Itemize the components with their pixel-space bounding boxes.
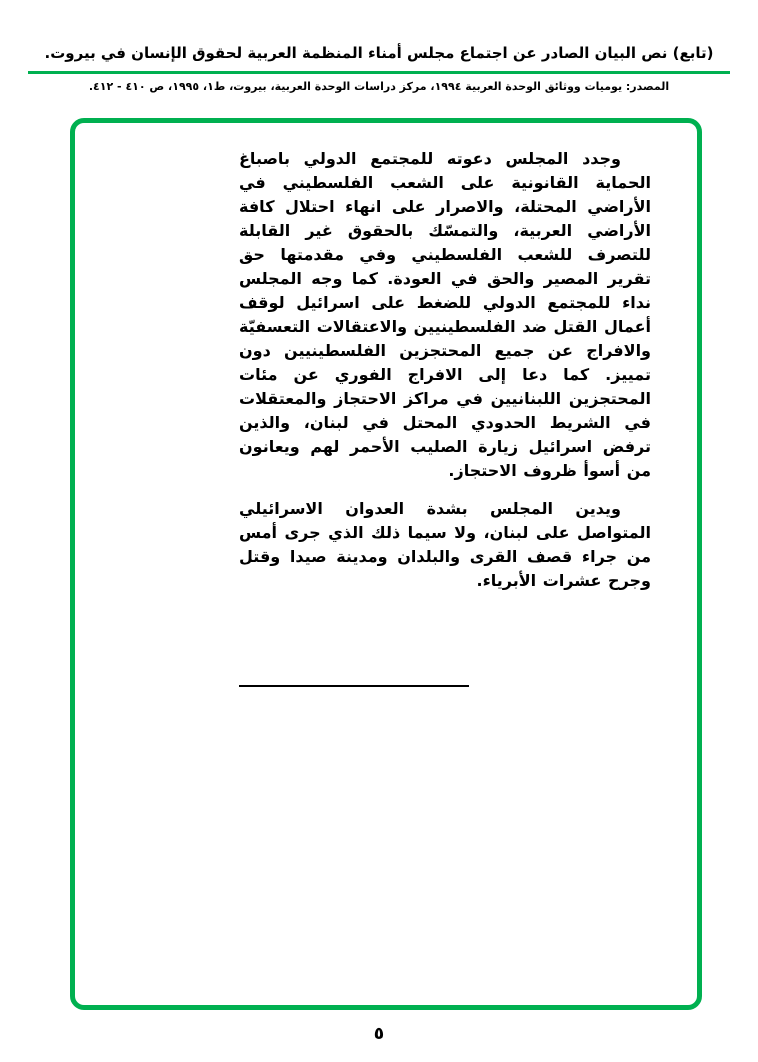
document-frame: [70, 118, 702, 1010]
body-paragraph-1: وجدد المجلس دعوته للمجتمع الدولي باصباغ الحماية القانونية على الشعب الفلسطيني في الأراضي المحتلة، والاصرار على انهاء احتلال كافة الأراضي العربية، والتمسّك بالحقوق غير القابلة للتصرف للشعب الفلسطيني وفي مقدمتها حق تقرير المصير والحق في العودة. كما وجه المجلس نداء للمجتمع الدولي للضغط على اسرائيل لوقف أعمال القتل ضد الفلسطينيين والاعتقالات التعسفيّة والافراج عن جميع المحتجزين الفلسطينيين دون تمييز. كما دعا إلى الافراج الفوري عن مئات المحتجزين اللبنانيين في مراكز الاحتجاز والمعتقلات في الشريط الحدودي المحتل في لبنان، والذين ترفض اسرائيل زيارة الصليب الأحمر لهم ويعانون من أسوأ ظروف الاحتجاز.: [239, 149, 651, 480]
header-rule: [28, 71, 730, 74]
body-text-column: [239, 147, 651, 687]
body-paragraph-2: ويدين المجلس بشدة العدوان الاسرائيلي المتواصل على لبنان، ولا سيما ذلك الذي جرى أمس من جراء قصف القرى والبلدان ومدينة صيدا وقتل وجرح عشرات الأبرياء.: [239, 499, 651, 590]
page-number: ٥: [373, 1024, 385, 1044]
header-title: (تابع) نص البيان الصادر عن اجتماع مجلس أمناء المنظمة العربية لحقوق الإنسان في بيروت.: [44, 44, 714, 62]
source-citation: المصدر: يوميات ووثائق الوحدة العربية ١٩٩٤، مركز دراسات الوحدة العربية، بيروت، ط١، ١٩٩٥، ص ٤١٠ - ٤١٢.: [88, 80, 670, 93]
section-divider: [239, 685, 469, 687]
